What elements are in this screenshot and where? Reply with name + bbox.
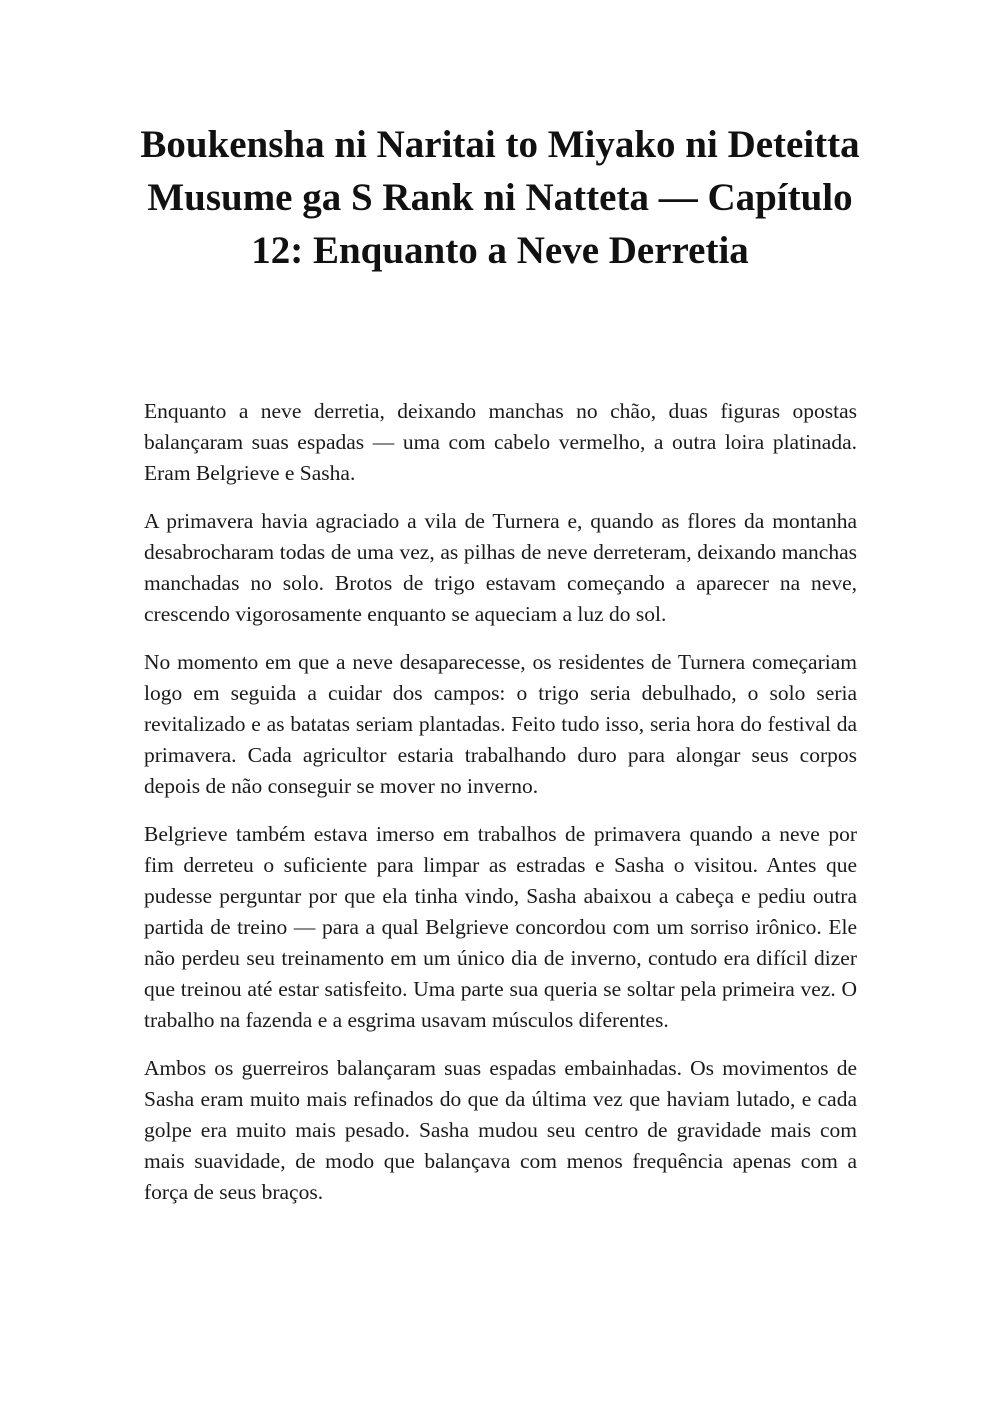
paragraph-2: A primavera havia agraciado a vila de Turnera e, quando as flores da montanha desabrocharam todas de uma vez, as pilhas de neve derreteram, deixando manchas manchadas no solo. Brotos de trigo estavam começando a aparecer na neve, crescendo vigorosamente enquanto se aqueciam a luz do sol. [144,509,857,626]
paragraph-5: Ambos os guerreiros balançaram suas espadas embainhadas. Os movimentos de Sasha eram muito mais refinados do que da última vez que haviam lutado, e cada golpe era muito mais pesado. Sasha mudou seu centro de gravidade mais com mais suavidade, de modo que balançava com menos frequência apenas com a força de seus braços. [144,1056,857,1204]
paragraph-4: Belgrieve também estava imerso em trabalhos de primavera quando a neve por fim derreteu o suficiente para limpar as estradas e Sasha o visitou. Antes que pudesse perguntar por que ela tinha vindo, Sasha abaixou a cabeça e pediu outra partida de treino — para a qual Belgrieve concordou com um sorriso irônico. Ele não perdeu seu treinamento em um único dia de inverno, contudo era difícil dizer que treinou até estar satisfeito. Uma parte sua queria se soltar pela primeira vez. O trabalho na fazenda e a esgrima usavam músculos diferentes. [144,822,857,1032]
chapter-body [144,396,857,1225]
paragraph-3: No momento em que a neve desaparecesse, os residentes de Turnera começariam logo em seguida a cuidar dos campos: o trigo seria debulhado, o solo seria revitalizado e as batatas seriam plantadas. Feito tudo isso, seria hora do festival da primavera. Cada agricultor estaria trabalhando duro para alongar seus corpos depois de não conseguir se mover no inverno. [144,650,857,798]
paragraph-1: Enquanto a neve derretia, deixando manchas no chão, duas figuras opostas balançaram suas espadas — uma com cabelo vermelho, a outra loira platinada. Eram Belgrieve e Sasha. [144,399,857,485]
chapter-title: Boukensha ni Naritai to Miyako ni Deteitta Musume ga S Rank ni Natteta — Capítulo 12: Enquanto a Neve Derretia [140,123,860,272]
